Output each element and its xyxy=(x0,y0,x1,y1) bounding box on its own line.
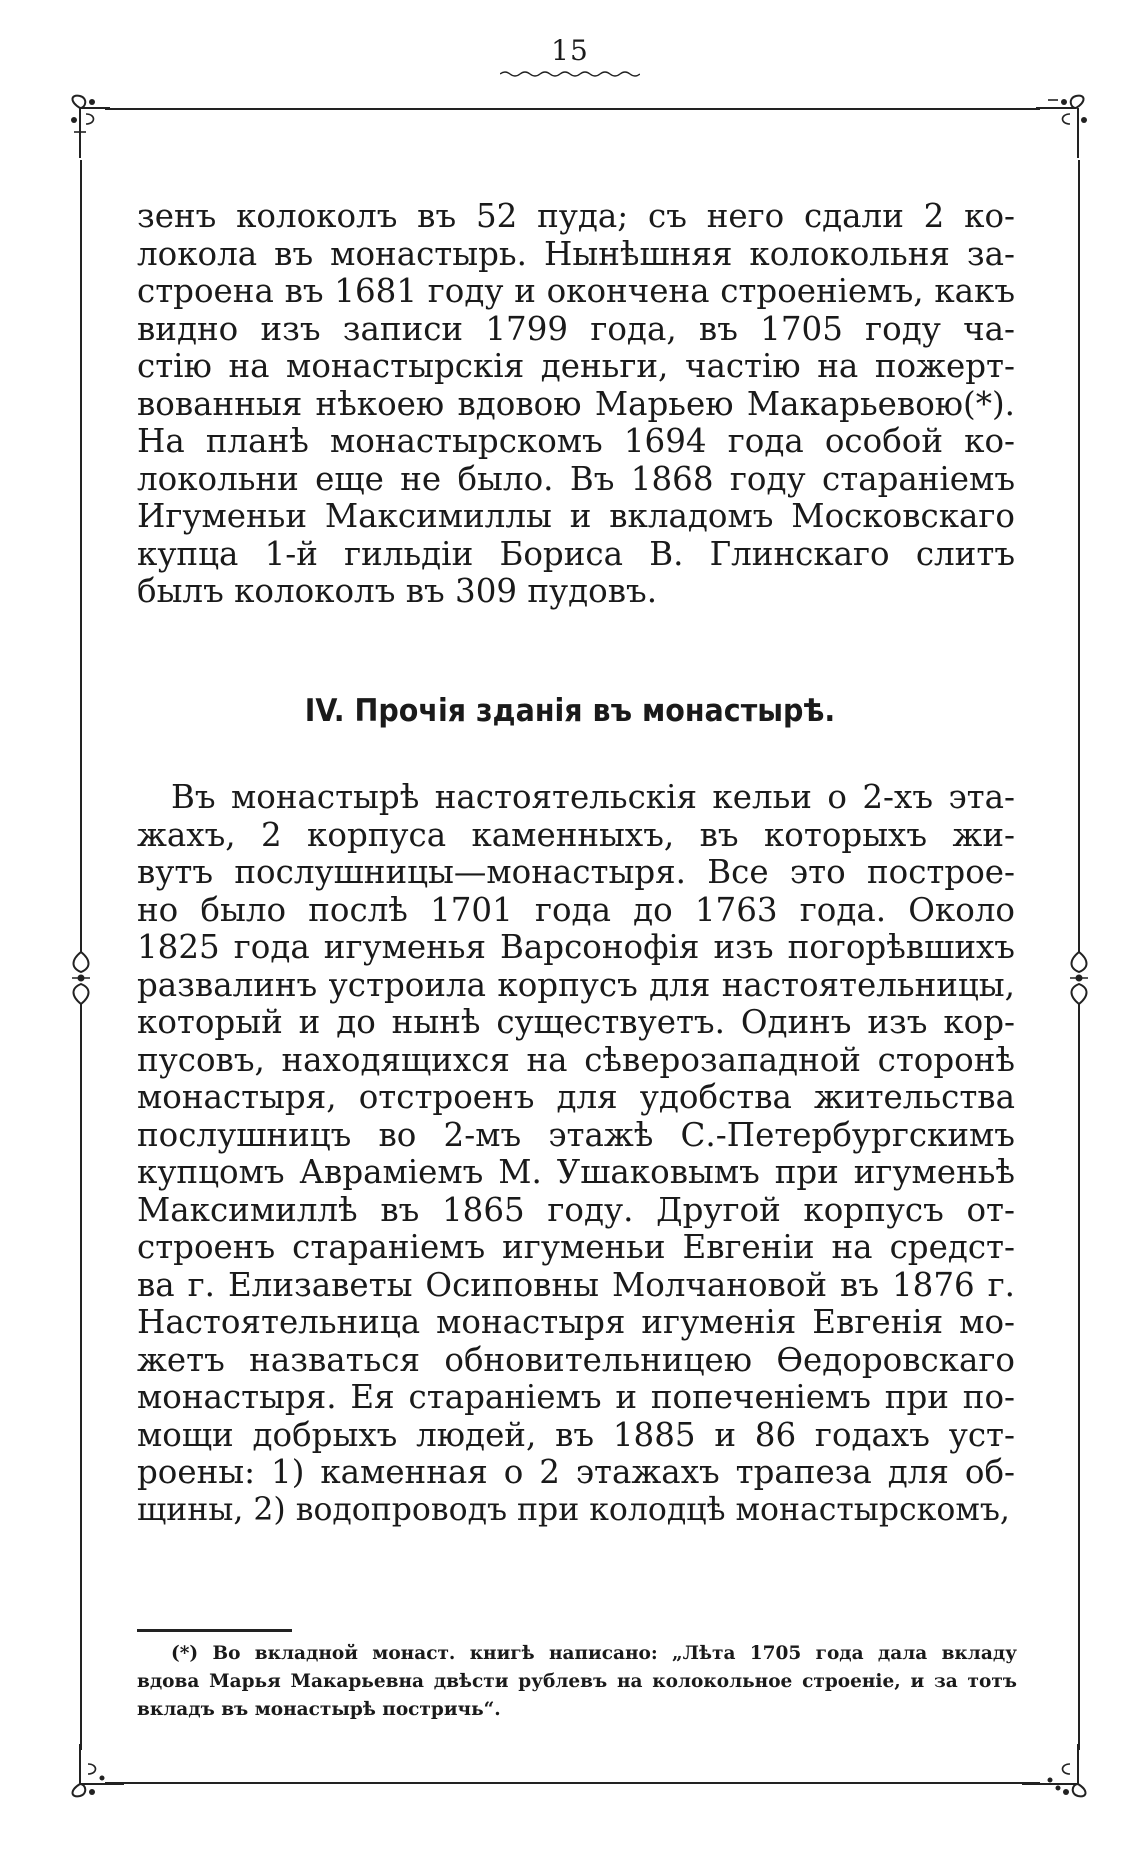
text-line: но было послѣ 1701 года до 1763 года. Около xyxy=(137,890,1015,929)
top-left-corner-ornament-icon xyxy=(66,92,112,162)
paragraph-other-buildings xyxy=(137,779,1015,1529)
frame-left-line-lower xyxy=(80,1010,82,1750)
frame-left-line xyxy=(80,160,82,945)
text-line: развалинъ устроила корпусъ для настоятельницы, xyxy=(137,965,1015,1004)
text-line: жетъ назваться обновительницею Ѳедоровскаго xyxy=(137,1340,1015,1379)
text-line: строена въ 1681 году и окончена строеніемъ, какъ xyxy=(137,272,1015,310)
right-side-ornament-icon xyxy=(1066,940,1092,1016)
footnote-line: (*) Во вкладной монаст. книгѣ написано: „Лѣта 1705 года дала вкладу xyxy=(171,1643,1017,1664)
text-line: который и до нынѣ существуетъ. Одинъ изъ кор- xyxy=(137,1003,1015,1041)
text-line: 1825 года игуменья Варсонофія изъ погорѣвшихъ xyxy=(137,928,1015,966)
text-line: монастыря. Ея стараніемъ и попеченіемъ при по- xyxy=(137,1378,1015,1416)
text-line: Игуменьи Максимиллы и вкладомъ Московскаго xyxy=(137,497,1015,535)
text-line: вованныя нѣкоею вдовою Марьею Макарьевою(*). xyxy=(137,384,1015,423)
text-line: строенъ стараніемъ игуменьи Евгеніи на средст- xyxy=(137,1228,1015,1266)
footnote-line: вдова Марья Макарьевна двѣсти рублевъ на колокольное строеніе, и за тотъ xyxy=(137,1671,1017,1692)
text-line: зенъ колоколъ въ 52 пуда; съ него сдали 2 ко- xyxy=(137,197,1015,235)
page-number: 15 xyxy=(551,34,589,67)
frame-top-line xyxy=(105,108,1040,110)
text-line: щины, 2) водопроводъ при колодцѣ монастырскомъ, xyxy=(137,1491,1010,1528)
text-line: былъ колоколъ въ 309 пудовъ. xyxy=(137,572,658,610)
frame-right-line-lower xyxy=(1078,1010,1080,1750)
text-line: купца 1-й гильдіи Бориса В. Глинскаго слитъ xyxy=(137,534,1015,573)
text-line: локольни еще не было. Въ 1868 году стараніемъ xyxy=(137,459,1015,498)
text-line: стію на монастырскія деньги, частію на пожерт- xyxy=(137,347,1015,385)
paragraph-bell-history xyxy=(137,198,1015,611)
footnote-separator xyxy=(137,1629,292,1632)
text-line: Настоятельница монастыря игуменія Евгенія мо- xyxy=(137,1303,1015,1341)
text-line: жахъ, 2 корпуса каменныхъ, въ которыхъ жи- xyxy=(137,815,1015,854)
text-line: видно изъ записи 1799 года, въ 1705 году ча- xyxy=(137,309,1015,348)
text-line: локола въ монастырь. Нынѣшняя колокольня за- xyxy=(137,234,1015,273)
text-line: мощи добрыхъ людей, въ 1885 и 86 годахъ уст- xyxy=(137,1415,1015,1454)
bottom-left-corner-ornament-icon xyxy=(66,1740,126,1800)
text-line: Максимиллѣ въ 1865 году. Другой корпусъ от- xyxy=(137,1190,1015,1229)
text-line: На планѣ монастырскомъ 1694 года особой ко- xyxy=(137,422,1015,460)
footnote xyxy=(137,1640,1017,1724)
text-line: ва г. Елизаветы Осиповны Молчановой въ 1876 г. xyxy=(137,1265,1015,1304)
text-line: вутъ послушницы—монастыря. Все это построе- xyxy=(137,853,1015,891)
text-line: роены: 1) каменная о 2 этажахъ трапеза для об- xyxy=(137,1453,1015,1491)
section-heading: IV. Прочія зданія въ монастырѣ. xyxy=(304,693,836,729)
frame-bottom-line xyxy=(105,1782,1040,1784)
wavy-flourish-icon xyxy=(500,70,640,78)
text-line: послушницъ во 2-мъ этажѣ С.-Петербургскимъ xyxy=(137,1115,1015,1154)
left-side-ornament-icon xyxy=(68,940,94,1016)
text-line: Въ монастырѣ настоятельскія кельи о 2-хъ эта- xyxy=(171,778,1015,816)
text-line: пусовъ, находящихся на сѣверозападной сторонѣ xyxy=(137,1040,1015,1079)
text-line: монастыря, отстроенъ для удобства жительства xyxy=(137,1078,1015,1116)
frame-right-line xyxy=(1078,160,1080,945)
text-line: купцомъ Авраміемъ М. Ушаковымъ при игуменьѣ xyxy=(137,1153,1015,1191)
footnote-line: вкладъ въ монастырѣ постричь“. xyxy=(137,1699,501,1720)
top-right-corner-ornament-icon xyxy=(1034,92,1090,162)
bottom-right-corner-ornament-icon xyxy=(1020,1740,1090,1800)
